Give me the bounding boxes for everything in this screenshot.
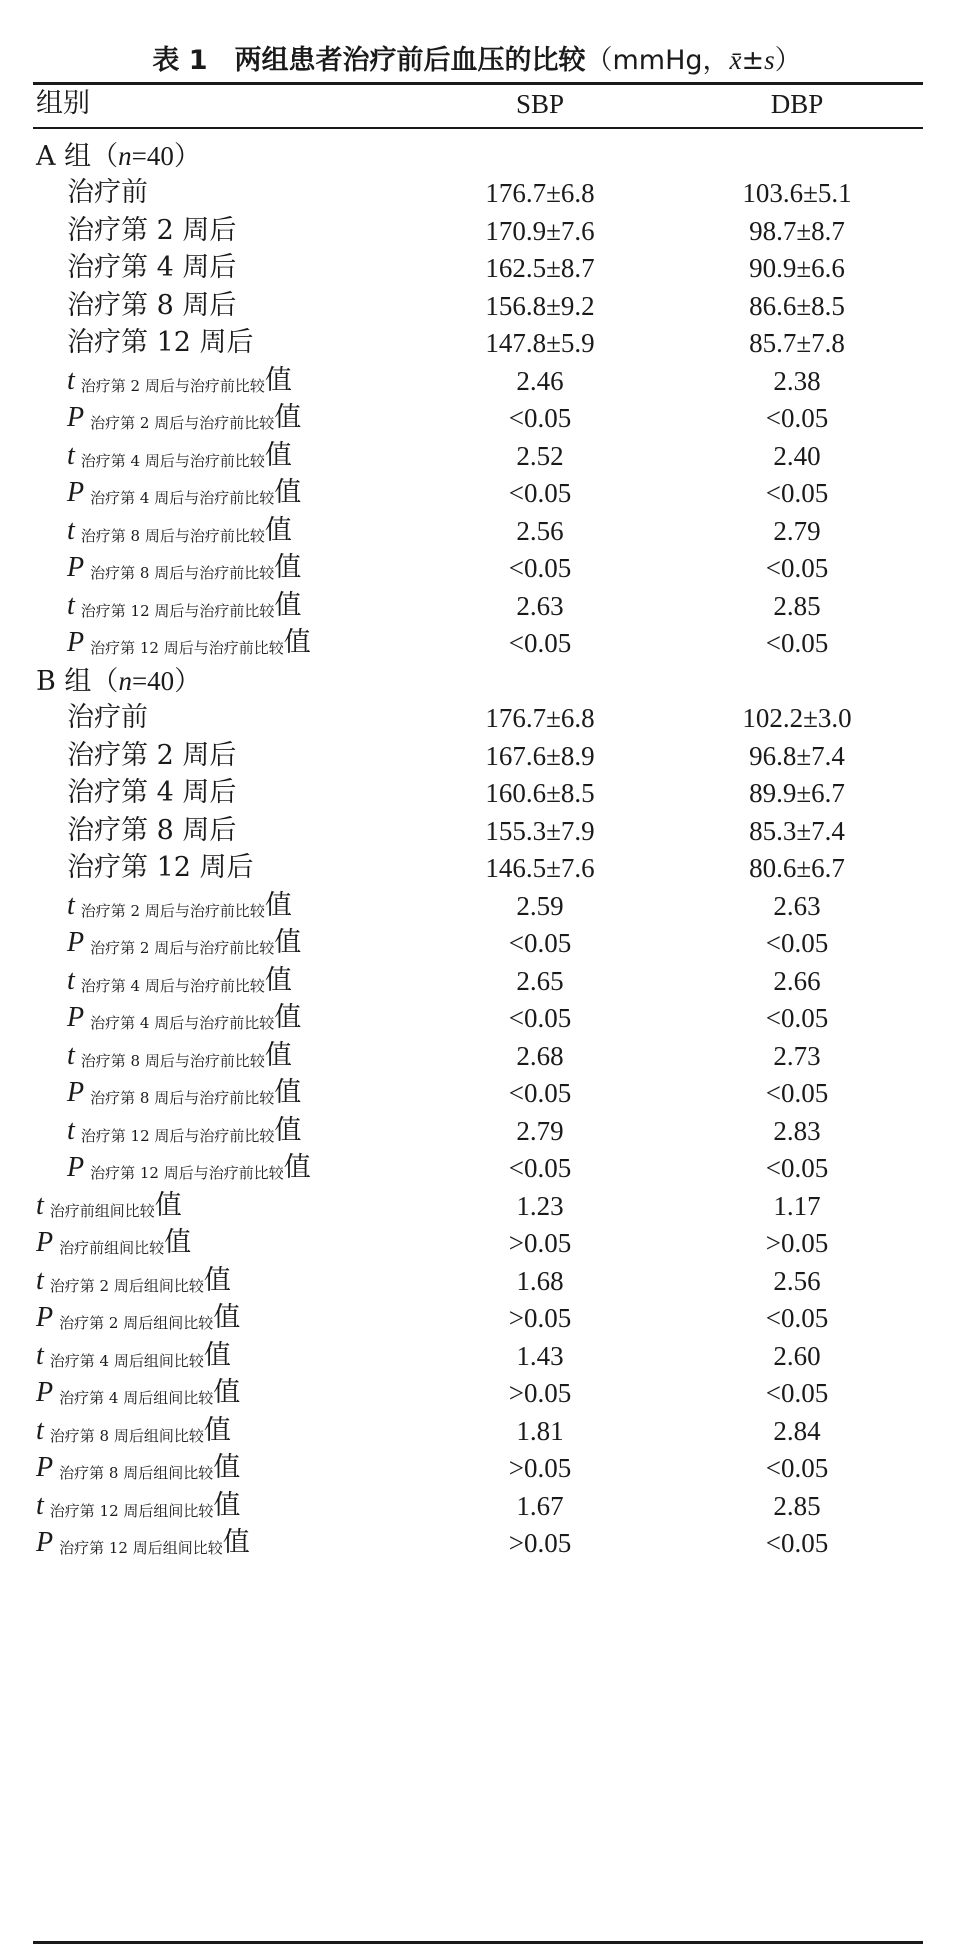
dbp-cell: 98.7±8.7 [749, 215, 845, 246]
sbp-cell: 1.67 [516, 1490, 564, 1521]
table-row [0, 1520, 954, 1567]
dbp-cell: <0.05 [765, 1378, 829, 1408]
sbp-cell: 2.68 [516, 1040, 564, 1071]
timepoint-label: 治疗前 [67, 177, 148, 208]
dbp-cell: 2.63 [773, 890, 821, 921]
stat-value-suffix: 值 [264, 514, 292, 546]
dbp-cell: 102.2±3.0 [742, 703, 852, 733]
group-label-n: n [118, 665, 132, 696]
stat-symbol: P [67, 402, 85, 433]
dbp-cell: 2.83 [773, 1115, 821, 1146]
header-dbp: DBP [770, 89, 824, 119]
sbp-cell: <0.05 [508, 1003, 572, 1033]
sbp-cell: <0.05 [508, 1153, 572, 1183]
stat-symbol: P [36, 1452, 54, 1483]
stat-subscript: 治疗第 4 周后与治疗前比较 [80, 451, 265, 470]
sbp-cell: <0.05 [508, 553, 572, 583]
dbp-cell: <0.05 [765, 1453, 829, 1483]
sbp-cell: <0.05 [508, 478, 572, 508]
stat-value-suffix: 值 [274, 927, 302, 958]
dbp-cell: 90.9±6.6 [749, 253, 845, 283]
dbp-cell: <0.05 [765, 553, 829, 583]
dbp-cell: 2.66 [773, 965, 821, 996]
stat-subscript: 治疗第 2 周后与治疗前比较 [80, 376, 265, 395]
table-title-s: s [764, 45, 775, 75]
sbp-cell: 176.7±6.8 [485, 178, 595, 208]
dbp-cell: <0.05 [765, 928, 829, 958]
sbp-cell: 176.7±6.8 [485, 703, 595, 733]
sbp-cell: 2.52 [516, 440, 564, 471]
table-header-row [0, 81, 954, 128]
sbp-cell: >0.05 [508, 1378, 572, 1408]
group-label-prefix: B 组（ [36, 665, 119, 697]
sbp-cell: >0.05 [508, 1453, 572, 1483]
dbp-cell: 2.60 [773, 1340, 821, 1371]
stat-symbol: t [67, 1039, 75, 1071]
table-bottom-rule [33, 1941, 923, 1944]
stat-symbol: P [36, 1227, 54, 1258]
sbp-cell: 2.59 [516, 890, 564, 921]
group-label-count: =40） [131, 665, 202, 696]
sbp-cell: 2.46 [516, 365, 564, 396]
dbp-cell: 89.9±6.7 [749, 778, 845, 808]
dbp-cell: <0.05 [765, 1303, 829, 1333]
dbp-cell: 2.38 [773, 365, 821, 396]
stat-subscript: 治疗第 8 周后组间比较 [49, 1426, 204, 1445]
stat-value-suffix: 值 [274, 402, 302, 433]
stat-symbol: t [67, 439, 75, 471]
timepoint-label: 治疗第 4 周后 [67, 252, 237, 283]
stat-symbol: t [36, 1489, 44, 1521]
dbp-cell: 85.7±7.8 [749, 328, 845, 358]
stat-value-suffix: 值 [154, 1189, 182, 1221]
stat-subscript: 治疗第 12 周后与治疗前比较 [80, 601, 275, 620]
stat-subscript: 治疗第 4 周后与治疗前比较 [80, 976, 265, 995]
dbp-cell: <0.05 [765, 628, 829, 658]
stat-value-suffix: 值 [264, 964, 292, 996]
stat-symbol: P [67, 627, 85, 658]
stat-subscript: 治疗第 2 周后组间比较 [59, 1314, 214, 1332]
stat-subscript: 治疗第 4 周后组间比较 [49, 1351, 204, 1370]
stat-symbol: t [67, 589, 75, 621]
sbp-cell: 1.81 [516, 1415, 564, 1446]
stat-symbol: P [36, 1302, 54, 1333]
stat-subscript: 治疗第 12 周后组间比较 [49, 1501, 214, 1520]
dbp-cell: <0.05 [765, 1153, 829, 1183]
stat-value-suffix: 值 [264, 1039, 292, 1071]
dbp-cell: 1.17 [773, 1190, 821, 1221]
dbp-cell: 2.56 [773, 1265, 821, 1296]
dbp-cell: 2.85 [773, 590, 821, 621]
dbp-cell: <0.05 [765, 478, 829, 508]
stat-value-suffix: 值 [274, 1002, 302, 1033]
dbp-cell: <0.05 [765, 403, 829, 433]
sbp-cell: 1.23 [516, 1190, 564, 1221]
dbp-cell: <0.05 [765, 1078, 829, 1108]
stat-subscript: 治疗第 4 周后与治疗前比较 [90, 1014, 275, 1032]
sbp-cell: >0.05 [508, 1228, 572, 1258]
group-label-count: =40） [131, 140, 201, 171]
sbp-cell: 155.3±7.9 [485, 815, 595, 846]
sbp-cell: <0.05 [508, 403, 572, 433]
stat-value-suffix: 值 [274, 477, 302, 508]
stat-subscript: 治疗第 8 周后组间比较 [59, 1464, 214, 1482]
stat-value-suffix: 值 [164, 1227, 192, 1258]
group-label-prefix: A 组（ [36, 140, 119, 172]
stat-value-suffix: 值 [203, 1339, 231, 1371]
stat-subscript: 治疗第 2 周后与治疗前比较 [90, 414, 275, 432]
stat-value-suffix: 值 [264, 889, 292, 921]
table-title-main: 表 1 两组患者治疗前后血压的比较 [152, 45, 586, 76]
dbp-cell: 86.6±8.5 [749, 290, 845, 321]
stat-subscript: 治疗前组间比较 [49, 1201, 155, 1220]
stat-value-suffix: 值 [213, 1302, 241, 1333]
sbp-cell: 156.8±9.2 [485, 290, 595, 321]
stat-subscript: 治疗第 12 周后组间比较 [59, 1539, 223, 1557]
sbp-cell: <0.05 [508, 1078, 572, 1108]
dbp-cell: 2.84 [773, 1415, 821, 1446]
sbp-cell: 2.79 [516, 1115, 564, 1146]
stat-subscript: 治疗第 2 周后与治疗前比较 [90, 939, 275, 957]
stat-symbol: P [67, 552, 85, 583]
stat-symbol: t [67, 964, 75, 996]
sbp-cell: 1.43 [516, 1340, 564, 1371]
stat-symbol: P [67, 1077, 85, 1108]
timepoint-label: 治疗第 12 周后 [67, 852, 254, 883]
dbp-cell: >0.05 [765, 1228, 829, 1258]
stat-symbol: t [67, 514, 75, 546]
stat-symbol: P [67, 1002, 85, 1033]
sbp-cell: <0.05 [508, 928, 572, 958]
stat-symbol: P [67, 927, 85, 958]
stat-value-suffix: 值 [283, 627, 311, 658]
timepoint-label: 治疗第 8 周后 [67, 814, 237, 846]
dbp-cell: 85.3±7.4 [749, 815, 845, 846]
stat-value-suffix: 值 [264, 364, 292, 396]
sbp-cell: 147.8±5.9 [485, 328, 595, 358]
stat-subscript: 治疗第 2 周后组间比较 [49, 1276, 204, 1295]
stat-symbol: t [36, 1339, 44, 1371]
stat-value-suffix: 值 [274, 1114, 302, 1146]
sbp-cell: >0.05 [508, 1528, 572, 1558]
header-group: 组别 [36, 88, 90, 119]
stat-value-suffix: 值 [213, 1452, 241, 1483]
stat-subscript: 治疗第 8 周后与治疗前比较 [90, 564, 275, 582]
dbp-cell: 103.6±5.1 [742, 178, 852, 208]
header-sbp: SBP [515, 89, 565, 119]
sbp-cell: 170.9±7.6 [485, 215, 595, 246]
table-title-unit-prefix: （mmHg， [585, 45, 730, 76]
stat-value-suffix: 值 [213, 1377, 241, 1408]
stat-subscript: 治疗第 4 周后与治疗前比较 [90, 489, 275, 507]
dbp-cell: 2.40 [773, 440, 821, 471]
sbp-cell: 160.6±8.5 [485, 778, 595, 808]
stat-label [36, 1520, 250, 1567]
stat-subscript: 治疗第 12 周后与治疗前比较 [90, 639, 284, 657]
sbp-cell: 2.63 [516, 590, 564, 621]
dbp-cell: 80.6±6.7 [749, 853, 845, 883]
stat-symbol: P [36, 1527, 54, 1558]
dbp-cell: 2.85 [773, 1490, 821, 1521]
sbp-cell: 1.68 [516, 1265, 564, 1296]
stat-symbol: t [67, 889, 75, 921]
table-title [0, 40, 954, 81]
stat-subscript: 治疗第 2 周后与治疗前比较 [80, 901, 265, 920]
stat-symbol: P [67, 477, 85, 508]
sbp-cell: 167.6±8.9 [485, 740, 595, 771]
stat-subscript: 治疗第 8 周后与治疗前比较 [80, 1051, 265, 1070]
table-header-rule [33, 127, 923, 129]
stat-value-suffix: 值 [222, 1527, 250, 1558]
timepoint-label: 治疗第 2 周后 [67, 214, 237, 246]
dbp-cell: <0.05 [765, 1003, 829, 1033]
stat-value-suffix: 值 [274, 552, 302, 583]
stat-symbol: t [36, 1189, 44, 1221]
stat-subscript: 治疗第 8 周后与治疗前比较 [80, 526, 265, 545]
sbp-cell: <0.05 [508, 628, 572, 658]
stat-value-suffix: 值 [203, 1414, 231, 1446]
stat-value-suffix: 值 [213, 1489, 241, 1521]
stat-symbol: P [36, 1377, 54, 1408]
stat-symbol: t [67, 1114, 75, 1146]
stat-value-suffix: 值 [203, 1264, 231, 1296]
stat-value-suffix: 值 [274, 1077, 302, 1108]
timepoint-label: 治疗第 12 周后 [67, 327, 254, 358]
stat-value-suffix: 值 [264, 439, 292, 471]
table-title-xbar: x̄ [729, 45, 742, 75]
dbp-cell: 96.8±7.4 [749, 740, 845, 771]
dbp-cell: <0.05 [765, 1528, 829, 1558]
dbp-cell: 2.79 [773, 515, 821, 546]
stat-symbol: t [36, 1264, 44, 1296]
sbp-cell: 162.5±8.7 [485, 253, 595, 283]
group-label-n: n [118, 140, 132, 171]
stat-symbol: P [67, 1152, 85, 1183]
stat-subscript: 治疗第 8 周后与治疗前比较 [90, 1089, 275, 1107]
timepoint-label: 治疗前 [67, 702, 148, 733]
stat-symbol: t [36, 1414, 44, 1446]
table-title-unit-suffix: ） [774, 45, 802, 76]
timepoint-label: 治疗第 8 周后 [67, 289, 237, 321]
sbp-cell: >0.05 [508, 1303, 572, 1333]
stat-subscript: 治疗前组间比较 [59, 1239, 165, 1257]
sbp-cell: 2.65 [516, 965, 564, 996]
sbp-cell: 2.56 [516, 515, 564, 546]
stat-value-suffix: 值 [283, 1152, 311, 1183]
stat-subscript: 治疗第 12 周后与治疗前比较 [90, 1164, 284, 1182]
timepoint-label: 治疗第 2 周后 [67, 739, 237, 771]
stat-subscript: 治疗第 4 周后组间比较 [59, 1389, 214, 1407]
timepoint-label: 治疗第 4 周后 [67, 777, 237, 808]
dbp-cell: 2.73 [773, 1040, 821, 1071]
table-title-pm: ± [741, 45, 765, 76]
sbp-cell: 146.5±7.6 [485, 853, 595, 883]
stat-subscript: 治疗第 12 周后与治疗前比较 [80, 1126, 275, 1145]
stat-value-suffix: 值 [274, 589, 302, 621]
stat-symbol: t [67, 364, 75, 396]
